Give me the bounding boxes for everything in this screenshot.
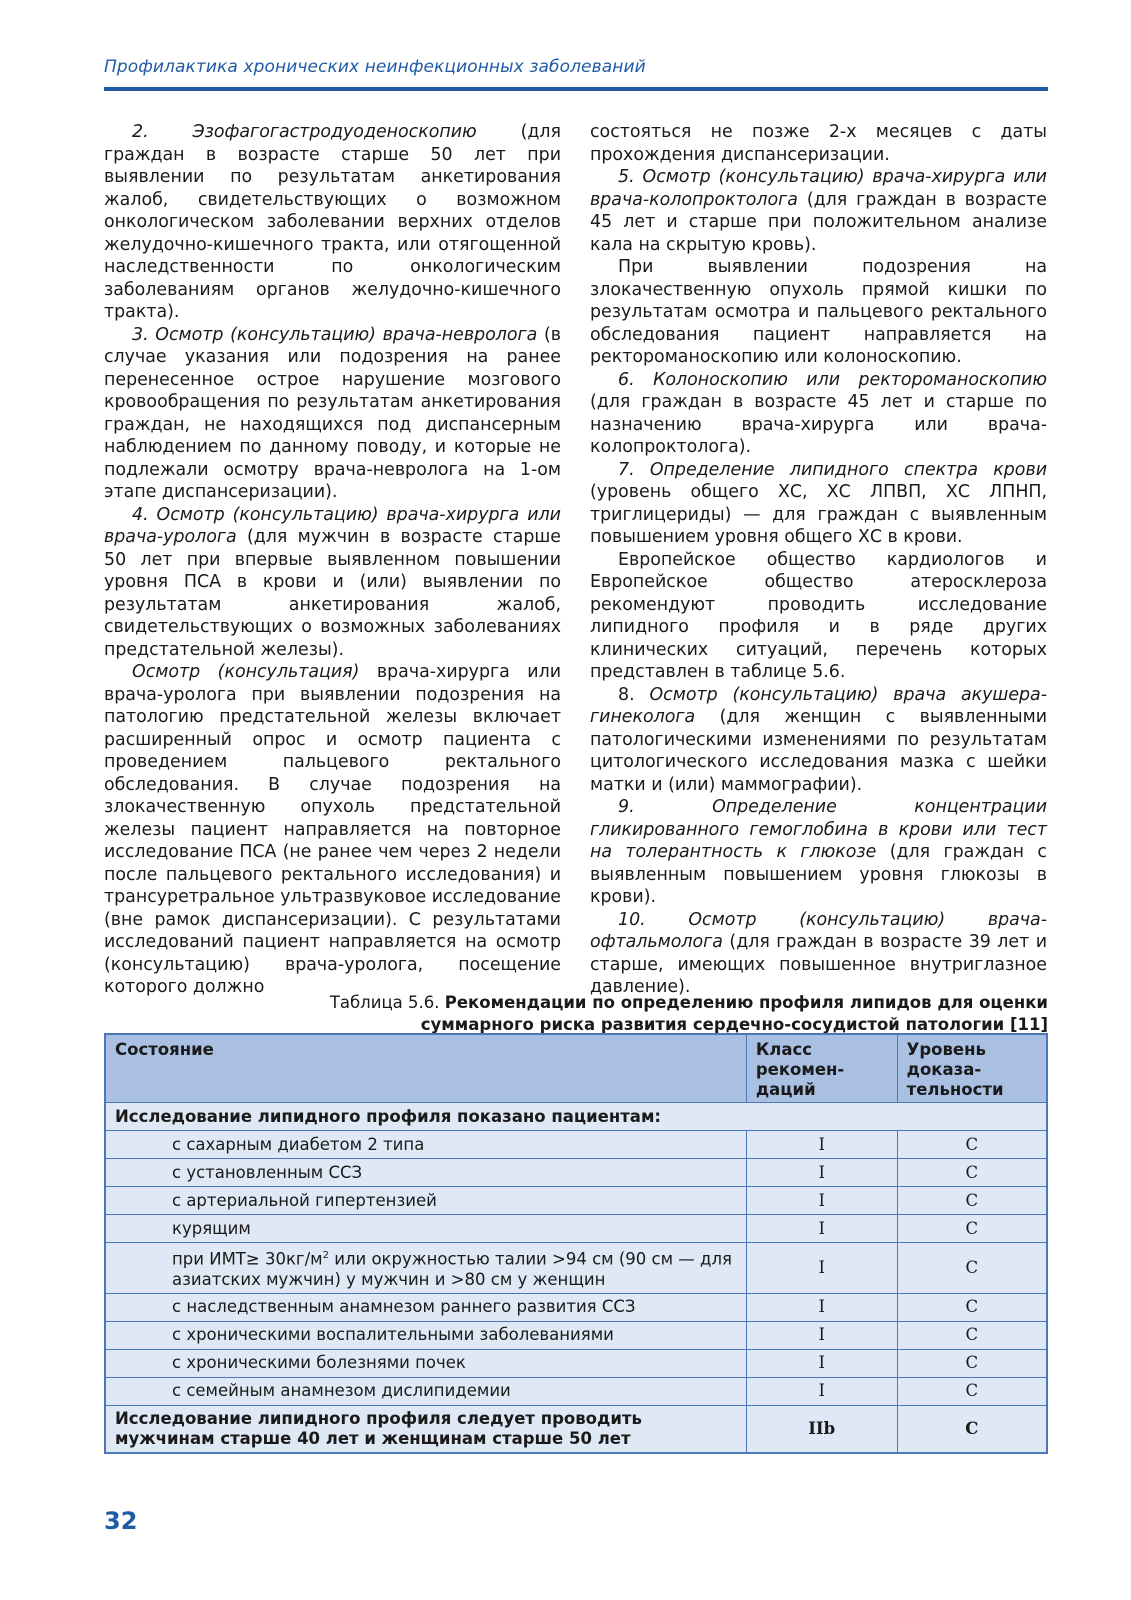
paragraph: 5. Осмотр (консультацию) врача-хирурга или врача-колопроктолога (для граждан в возрасте 45 лет и старше при положительном анализе кала на скрытую кровь). <box>590 167 1047 255</box>
table-final-row: Исследование липидного профиля следует проводить мужчинам старше 40 лет и женщинам старше 50 лет IIb C <box>105 1405 1047 1453</box>
paragraph: 3. Осмотр (консультацию) врача-невролога (в случае указания или подозрения на ранее перенесенное острое нарушение мозгового кровообращения по результатам анкетирования граждан, не находящихся под диспансерным наблюдением по данному поводу, и которые не подлежали осмотру врача-невролога на 1-ом этапе диспансеризации). <box>104 324 562 502</box>
table-row: с сахарным диабетом 2 типа I C <box>105 1131 1047 1159</box>
paragraph: состояться не позже 2-х месяцев с даты прохождения диспансеризации. <box>590 122 1047 165</box>
header-rule <box>104 87 1048 91</box>
paragraph: Европейское общество кардиологов и Европейское общество атеросклероза рекомендуют проводить исследование липидного профиля и в ряде других клинических ситуаций, перечень которых представлен в таблице 5.6. <box>590 549 1047 682</box>
table-row: с семейным анамнезом дислипидемии I C <box>105 1377 1047 1405</box>
header-cell: Уровень доказа-тельности <box>897 1034 1047 1103</box>
paragraph: 7. Определение липидного спектра крови (уровень общего ХС, ХС ЛПВП, ХС ЛПНП, триглицериды) — для граждан с выявленным повышением уровня общего ХС в крови. <box>590 459 1047 547</box>
table-header-row <box>105 1034 1047 1103</box>
table-section-row: Исследование липидного профиля показано пациентам: <box>105 1103 1047 1131</box>
paragraph: 10. Осмотр (консультацию) врача-офтальмолога (для граждан в возрасте 39 лет и старше, имеющих повышенное внутриглазное давление). <box>590 909 1047 997</box>
paragraph: Осмотр (консультация) врача-хирурга или врача-уролога при выявлении подозрения на патологию предстательной железы включает расширенный опрос и осмотр пациента с проведением пальцевого ректального обследования. В случае подозрения на злокачественную опухоль предстательной железы пациент направляется на повторное исследование ПСА (не ранее чем через 2 недели после пальцевого ректального исследования) и трансуретральное ультразвуковое исследование (вне рамок диспансеризации). С результатами исследований пациент направляется на осмотр (консультацию) врача-уролога, посещение которого должно <box>104 662 561 997</box>
header-cell: Состояние <box>105 1034 746 1103</box>
header-cell: Класс рекомен-даций <box>746 1034 897 1103</box>
table-row: с установленным ССЗ I C <box>105 1159 1047 1187</box>
paragraph: 4. Осмотр (консультацию) врача-хирурга или врача-уролога (для мужчин в возрасте старше 50 лет при впервые выявленном повышении уровня ПСА в крови и (или) выявлении по результатам анкетирования жалоб, свидетельствующих о возможных заболеваниях предстательной железы). <box>104 504 561 660</box>
table-row: курящим I C <box>105 1215 1047 1243</box>
paragraph: 9. Определение концентрации гликированного гемоглобина в крови или тест на толерантность к глюкозе (для граждан с выявленным повышением уровня глюкозы в крови). <box>590 797 1047 907</box>
paragraph: 6. Колоноскопию или ректороманоскопию (для граждан в возрасте 45 лет и старше по назначению врача-хирурга или врача-колопроктолога). <box>590 369 1047 457</box>
page-number: 32 <box>104 1507 138 1535</box>
lipid-profile-table <box>104 1033 1048 1454</box>
paragraph: При выявлении подозрения на злокачественную опухоль прямой кишки по результатам осмотра и пальцевого ректального обследования пациент направляется на ректороманоскопию или колоноскопию. <box>590 257 1047 367</box>
table-row: с наследственным анамнезом раннего развития ССЗ I C <box>105 1293 1047 1321</box>
table-row: с артериальной гипертензией I C <box>105 1187 1047 1215</box>
running-header: Профилактика хронических неинфекционных заболеваний <box>104 57 646 77</box>
table-caption: Таблица 5.6. Рекомендации по определению профиля липидов для оценки суммарного риска развития сердечно-сосудистой патологии [11] <box>329 993 1048 1034</box>
table-row: с хроническими воспалительными заболеваниями I C <box>105 1321 1047 1349</box>
table-row: с хроническими болезнями почек I C <box>105 1349 1047 1377</box>
paragraph: 8. Осмотр (консультацию) врача акушера-гинеколога (для женщин с выявленными патологическими изменениями по результатам цитологического исследования мазка с шейки матки и (или) маммографии). <box>590 684 1047 795</box>
paragraph: 2. Эзофагогастродуоденоскопию (для граждан в возрасте старше 50 лет при выявлении по результатам анкетирования жалоб, свидетельствующих о возможном онкологическом заболевании верхних отделов желудочно-кишечного тракта, или отягощенной наследственности по онкологическим заболеваниям органов желудочно-кишечного тракта). <box>104 122 561 322</box>
right-column <box>590 121 1047 999</box>
table-row: при $ИМТ\ge 30кг/м^2$ или окружностью талии >94 см (90 см — для азиатских мужчин) у мужчин и >80 см у женщин I C <box>105 1243 1047 1294</box>
left-column <box>104 121 561 999</box>
